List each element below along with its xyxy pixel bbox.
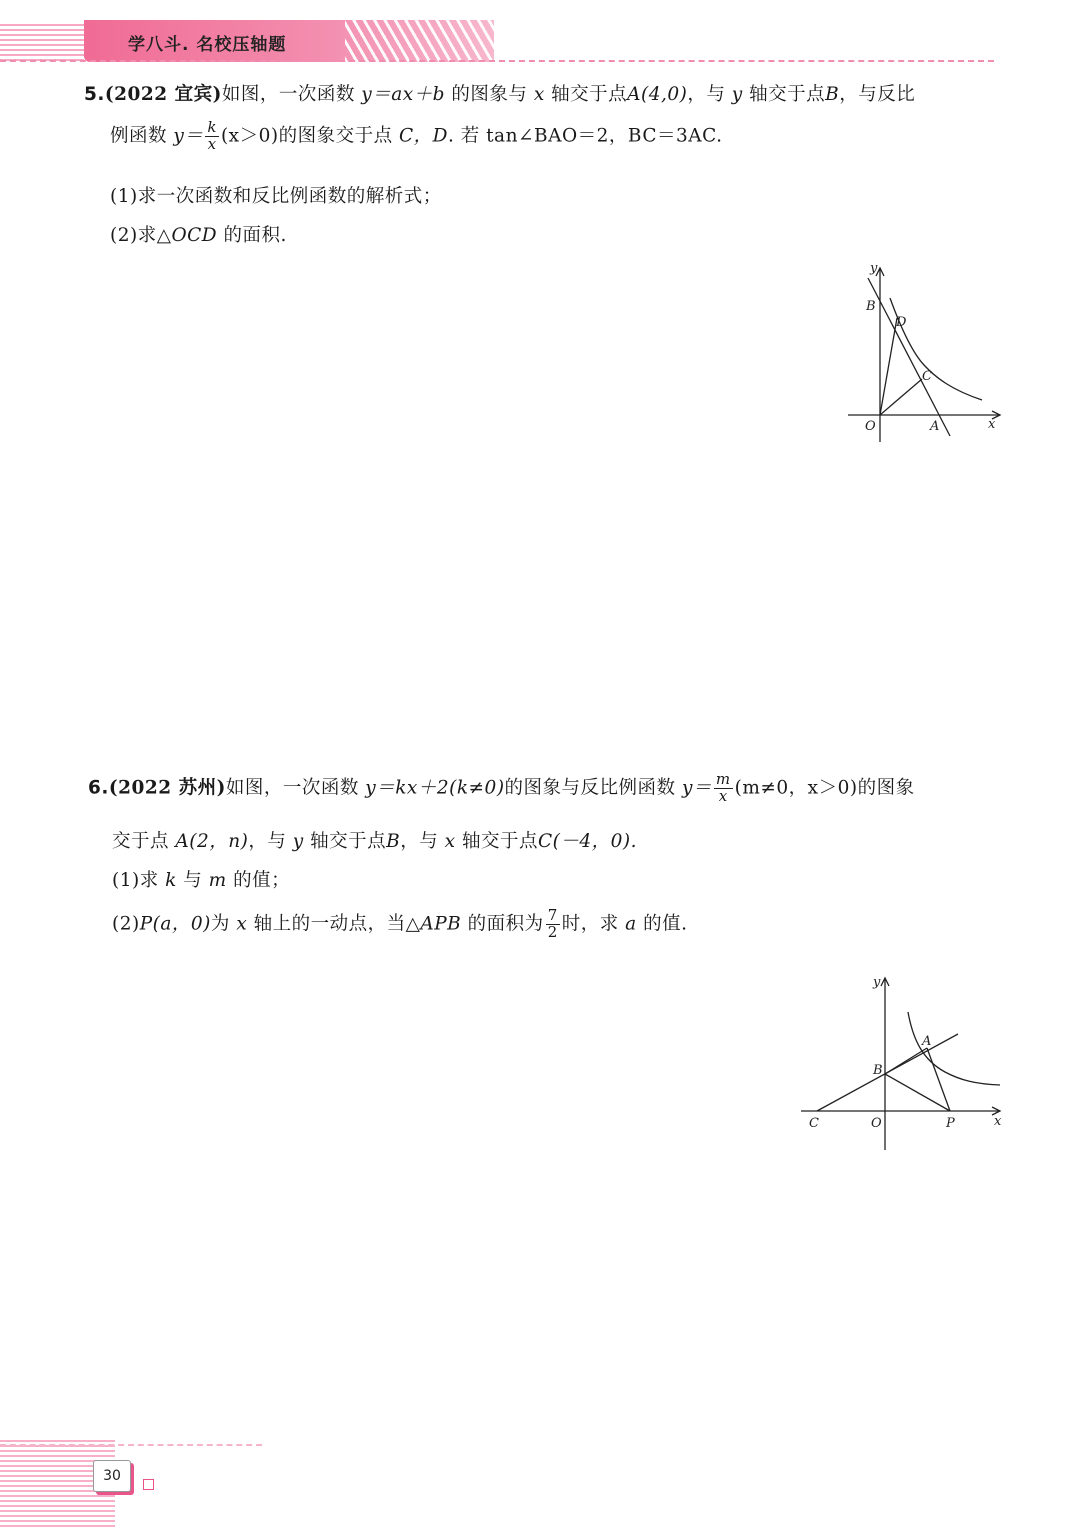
q6-var-m: m [208, 870, 227, 891]
q5-figure [840, 260, 1010, 450]
q6-label-o: O [871, 1116, 882, 1131]
q5-text: (x＞0)的图象交于点 [220, 125, 393, 147]
q6-line-1 [88, 772, 915, 805]
q6-text: (2) [112, 913, 140, 935]
q6-frac-den: 2 [547, 922, 558, 941]
q6-frac-num: m [715, 770, 731, 788]
q6-text: 为 [210, 913, 230, 935]
q5-label-d: D [896, 315, 907, 330]
q6-label-y: y [873, 975, 881, 990]
q6-triangle-apb: APB [420, 913, 462, 935]
q5-label-o: O [865, 419, 876, 434]
q5-label-c: C [922, 369, 932, 384]
q5-part-1: (1)求一次函数和反比例函数的解析式； [110, 186, 442, 207]
q6-text: ，与 [400, 831, 439, 852]
q6-var-a: a [625, 913, 637, 935]
q5-point-b: B [825, 84, 840, 105]
q5-part-2 [110, 221, 287, 247]
q6-var: y＝ [681, 777, 712, 799]
q5-number: 5. [84, 84, 105, 105]
q6-label-b: B [873, 1063, 883, 1078]
q6-fraction-7-over-2 [546, 908, 560, 941]
q6-text: 的值； [233, 870, 291, 891]
q6-text: 的图象与反比例函数 [504, 777, 676, 799]
q5-frac-den: x [207, 134, 217, 153]
q6-segment-ap [927, 1048, 950, 1111]
q6-text: (1)求 [112, 870, 159, 891]
q5-triangle-ocd: OCD [171, 225, 218, 246]
q6-number: 6. [88, 777, 109, 799]
q5-text: (2)求△ [110, 225, 172, 246]
q5-var: x [533, 84, 545, 105]
q6-label-c: C [809, 1116, 819, 1131]
q5-var: y [731, 84, 743, 105]
q5-text: 的面积. [217, 225, 287, 246]
q5-frac-num: k [207, 118, 217, 136]
q5-var: y＝ [173, 125, 204, 147]
q5-hyperbola [890, 298, 982, 400]
q5-text: 如图，一次函数 [221, 84, 355, 105]
q6-frac-den: x [718, 786, 728, 805]
q5-fraction-k-over-x [205, 120, 219, 153]
header-stripes [0, 24, 84, 62]
q6-text: 时，求 [561, 913, 619, 935]
q6-figure [795, 970, 1005, 1155]
q6-source: (2022 苏州) [108, 777, 226, 799]
q6-segment-bp [885, 1074, 950, 1111]
q5-text: ，与反比 [839, 84, 916, 105]
q6-text: 交于点 [112, 831, 170, 852]
q5-label-a: A [930, 419, 940, 434]
q5-text: ，与 [687, 84, 726, 105]
q6-segment-ba [885, 1048, 927, 1074]
q5-text: 轴交于点 [749, 84, 826, 105]
q6-linear-eq: y＝kx＋2(k≠0) [365, 777, 505, 799]
q6-label-x: x [994, 1114, 1002, 1129]
q6-point-c: C(－4，0). [538, 831, 638, 852]
q6-line-2 [112, 827, 637, 853]
q5-points-cd: C，D [398, 125, 448, 147]
q6-label-p: P [946, 1116, 955, 1131]
q5-segment-oc [880, 379, 922, 415]
header-rule [0, 60, 994, 62]
q6-var: y [292, 831, 304, 852]
q5-label-b: B [866, 299, 876, 314]
q5-point-a: A(4,0) [627, 84, 688, 105]
q5-text: . 若 tan∠BAO＝2，BC＝3AC. [447, 125, 723, 147]
q6-label-a: A [922, 1034, 932, 1049]
q5-label-x: x [988, 417, 996, 432]
q6-part-2 [112, 908, 687, 941]
q6-text: 的面积为 [467, 913, 544, 935]
q6-text: ，与 [248, 831, 287, 852]
q5-line-1 [84, 80, 915, 106]
footer-rule [0, 1444, 262, 1446]
q5-source: (2022 宜宾) [104, 84, 222, 105]
q6-point-a: A(2，n) [175, 831, 249, 852]
page-number: 30 [93, 1460, 131, 1492]
header-title: 学八斗. 名校压轴题 [128, 35, 287, 55]
footer-square-icon [143, 1479, 154, 1490]
q6-var: x [444, 831, 456, 852]
q5-label-y: y [870, 261, 878, 276]
q6-text: 的值. [643, 913, 688, 935]
q6-text: 轴交于点 [310, 831, 387, 852]
q6-text: 与 [183, 870, 203, 891]
q5-text: 的图象与 [451, 84, 528, 105]
q5-text: 例函数 [110, 125, 168, 147]
q6-text: 轴交于点 [462, 831, 539, 852]
q5-segment-od [880, 318, 897, 415]
header-slash-pattern [345, 20, 495, 62]
q6-var: x [236, 913, 248, 935]
q6-fraction-m-over-x [714, 772, 733, 805]
q5-text: 轴交于点 [551, 84, 628, 105]
q5-linear-eq: y＝ax＋b [361, 84, 446, 105]
q6-text: 如图，一次函数 [225, 777, 359, 799]
q6-text: 轴上的一动点，当△ [253, 913, 421, 935]
q6-text: (m≠0，x＞0)的图象 [734, 777, 915, 799]
q6-point-b: B [386, 831, 401, 852]
q5-line-2 [110, 120, 723, 153]
q6-part-1 [112, 866, 290, 892]
q6-frac-num: 7 [547, 906, 558, 924]
q6-point-p: P(a，0) [139, 913, 211, 935]
q6-var-k: k [165, 870, 177, 891]
